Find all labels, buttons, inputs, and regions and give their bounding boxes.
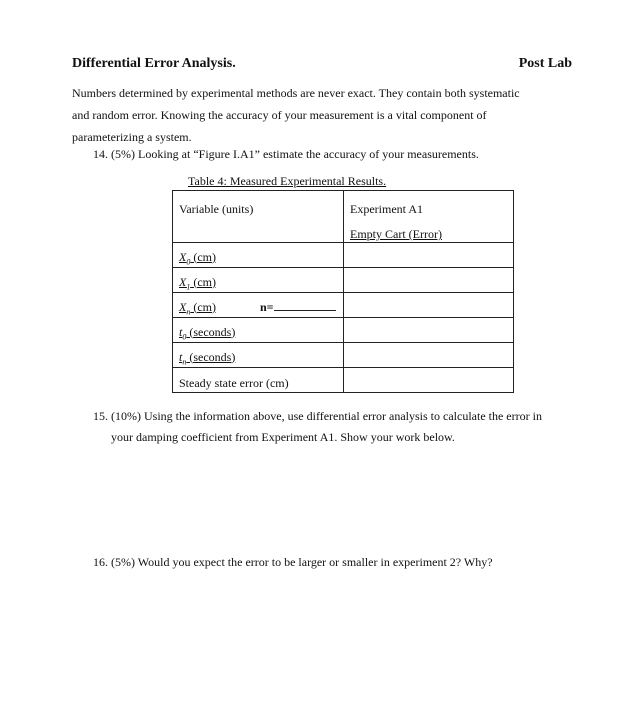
results-table — [172, 190, 514, 393]
intro-line-3: parameterizing a system. — [72, 130, 192, 144]
header-experiment-a1: Experiment A1 Empty Cart (Error) — [344, 191, 514, 243]
row-label-tn: $t_n$ (seconds) — [173, 343, 344, 368]
section-label: Post Lab — [518, 56, 572, 71]
table-row — [173, 243, 514, 268]
row-label-x0: $X_0$ (cm) — [173, 243, 344, 268]
intro-line-2: and random error. Knowing the accuracy of your measurement is a vital component of — [72, 108, 487, 122]
question-16: 16. (5%) Would you expect the error to be larger or smaller in experiment 2? Why? — [93, 555, 493, 569]
row-label-xn: $X_n$ (cm) n= — [173, 293, 344, 318]
row-value-steady-state[interactable] — [344, 368, 514, 393]
row-label-x1: $X_1$ (cm) — [173, 268, 344, 293]
table-row — [173, 293, 514, 318]
row-label-steady-state: Steady state error (cm) — [173, 368, 344, 393]
row-value-xn[interactable] — [344, 293, 514, 318]
table-header-row — [173, 191, 514, 243]
n-blank-field[interactable] — [274, 300, 336, 311]
table-caption — [188, 174, 386, 189]
table-row — [173, 268, 514, 293]
page-title: Differential Error Analysis. — [72, 56, 236, 71]
row-value-x0[interactable] — [344, 243, 514, 268]
intro-paragraph — [72, 82, 572, 148]
row-label-t0: $t_0$ (seconds) — [173, 318, 344, 343]
row-value-tn[interactable] — [344, 343, 514, 368]
row-value-x1[interactable] — [344, 268, 514, 293]
table-row — [173, 368, 514, 393]
n-label: n= — [260, 299, 274, 314]
question-15-line-1: 15. (10%) Using the information above, use differential error analysis to calculate the error in — [93, 409, 542, 423]
table-row — [173, 318, 514, 343]
intro-line-1: Numbers determined by experimental methods are never exact. They contain both systematic — [72, 86, 520, 100]
row-value-t0[interactable] — [344, 318, 514, 343]
question-14: 14. (5%) Looking at “Figure I.A1” estimate the accuracy of your measurements. — [93, 147, 479, 161]
question-15-line-2: your damping coefficient from Experiment A1. Show your work below. — [111, 430, 455, 444]
header-variable-units: Variable (units) — [173, 191, 344, 243]
table-row — [173, 343, 514, 368]
question-15 — [93, 406, 583, 448]
page-header — [72, 56, 572, 72]
table-caption-text: Table 4: Measured Experimental Results. — [188, 174, 387, 188]
